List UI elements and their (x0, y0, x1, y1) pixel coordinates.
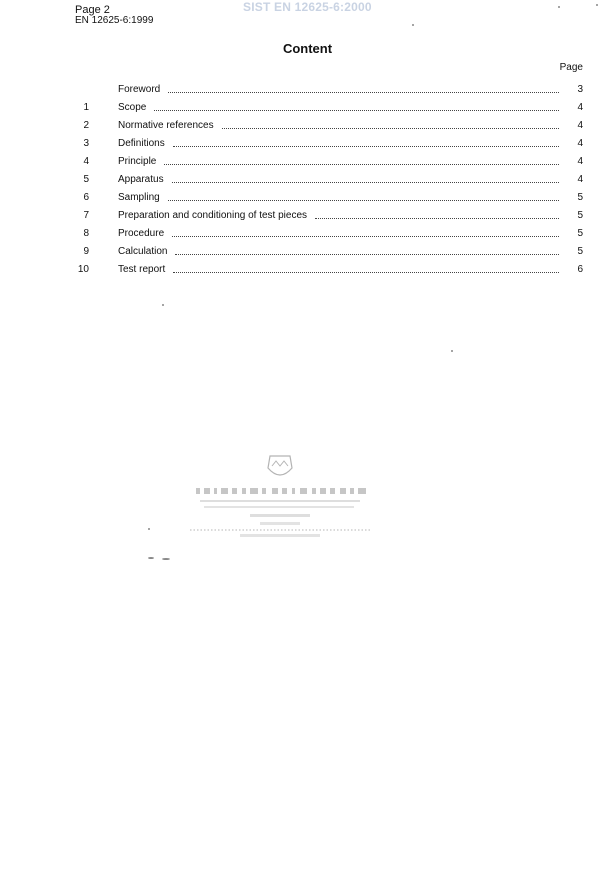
document-id: EN 12625-6:1999 (75, 15, 154, 26)
toc-entry[interactable] (75, 221, 583, 239)
toc-entry[interactable] (75, 185, 583, 203)
toc-entry-page: 3 (577, 84, 583, 95)
toc-entry-number: 2 (83, 120, 89, 131)
toc-entry-title: Apparatus (118, 174, 164, 185)
watermark: SIST EN 12625-6:2000 (243, 0, 372, 14)
scan-speck (162, 558, 170, 560)
table-of-contents (75, 77, 583, 275)
toc-entry[interactable] (75, 149, 583, 167)
toc-entry-title: Calculation (118, 246, 168, 257)
toc-entry-title: Preparation and conditioning of test pieces (118, 210, 308, 221)
toc-entry-page: 5 (577, 210, 583, 221)
toc-entry[interactable] (75, 239, 583, 257)
dot-leader (168, 92, 559, 93)
dot-leader (173, 272, 559, 273)
toc-entry[interactable] (75, 131, 583, 149)
toc-entry-title: Normative references (118, 120, 214, 131)
scan-speck (596, 4, 598, 6)
toc-entry-page: 4 (577, 174, 583, 185)
dot-leader (172, 182, 559, 183)
toc-entry-page: 4 (577, 156, 583, 167)
dot-leader (175, 254, 559, 255)
toc-entry-number: 8 (83, 228, 89, 239)
toc-entry-page: 5 (577, 192, 583, 203)
toc-entry[interactable] (75, 77, 583, 95)
toc-entry-page: 5 (577, 228, 583, 239)
dot-leader (164, 164, 559, 165)
toc-entry[interactable] (75, 257, 583, 275)
toc-entry-title: Test report (118, 264, 166, 275)
toc-entry-number: 9 (83, 246, 89, 257)
toc-entry[interactable] (75, 113, 583, 131)
toc-entry[interactable] (75, 95, 583, 113)
scan-speck (148, 528, 150, 530)
dot-leader (154, 110, 559, 111)
toc-entry-title: Principle (118, 156, 157, 167)
dot-leader (222, 128, 559, 129)
toc-entry-title: Definitions (118, 138, 165, 149)
dot-leader (173, 146, 559, 147)
page-column-header: Page (559, 62, 583, 73)
scan-speck (558, 6, 560, 8)
toc-entry-page: 6 (577, 264, 583, 275)
toc-entry-number: 4 (83, 156, 89, 167)
toc-entry-number: 3 (83, 138, 89, 149)
scan-speck (148, 557, 154, 559)
toc-entry-title: Scope (118, 102, 147, 113)
coat-of-arms-stamp-icon (190, 448, 380, 568)
toc-entry-page: 5 (577, 246, 583, 257)
toc-entry-title: Foreword (118, 84, 161, 95)
toc-entry-page: 4 (577, 102, 583, 113)
page-label: Page 2 (75, 4, 110, 16)
toc-entry-number: 1 (83, 102, 89, 113)
toc-entry-number: 6 (83, 192, 89, 203)
scan-speck (412, 24, 414, 26)
toc-entry[interactable] (75, 167, 583, 185)
toc-entry-number: 10 (77, 264, 89, 275)
dot-leader (315, 218, 559, 219)
page-title: Content (282, 41, 333, 56)
toc-entry[interactable] (75, 203, 583, 221)
scan-speck (451, 350, 453, 352)
toc-entry-number: 7 (83, 210, 89, 221)
scan-speck (162, 304, 164, 306)
toc-entry-title: Procedure (118, 228, 165, 239)
toc-entry-number: 5 (83, 174, 89, 185)
toc-entry-title: Sampling (118, 192, 160, 203)
dot-leader (168, 200, 559, 201)
dot-leader (172, 236, 559, 237)
toc-entry-page: 4 (577, 120, 583, 131)
toc-entry-page: 4 (577, 138, 583, 149)
